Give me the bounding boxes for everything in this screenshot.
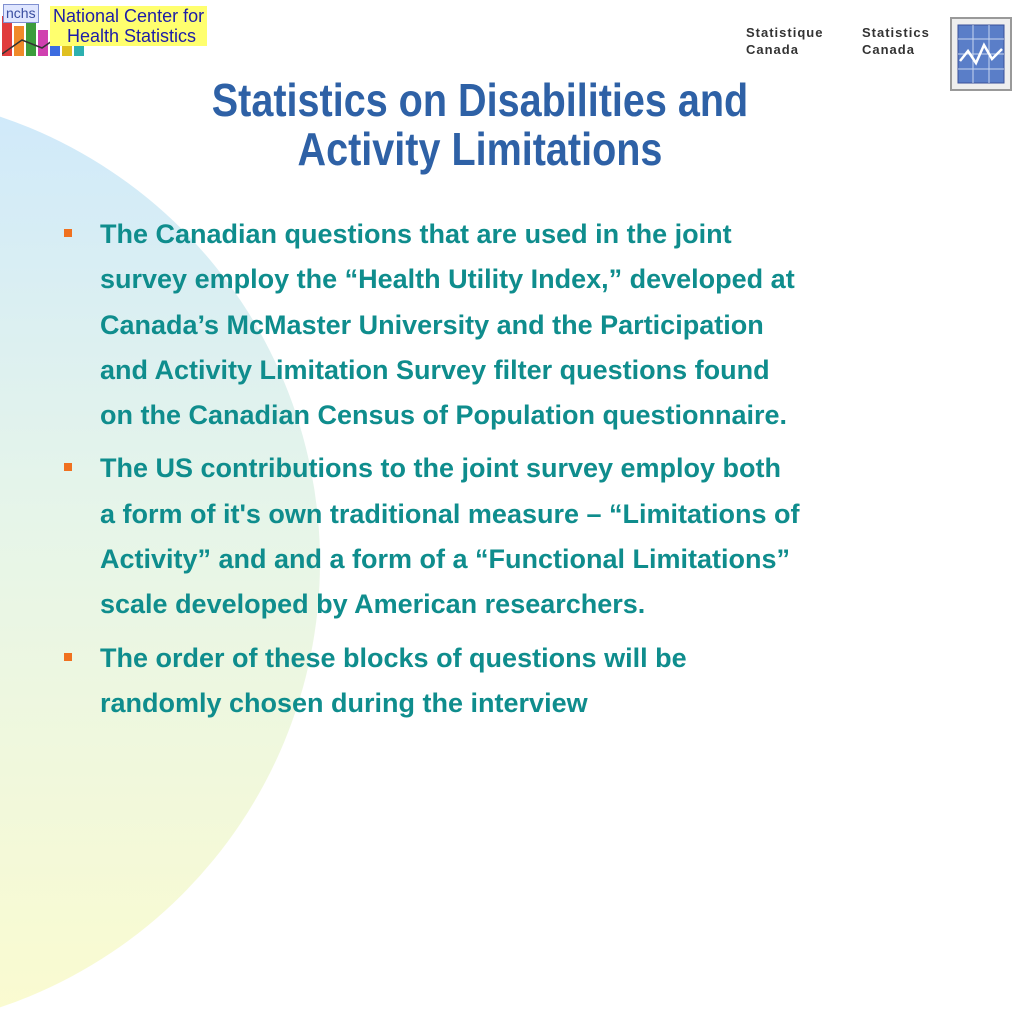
bullet-line: randomly chosen during the interview xyxy=(100,687,588,718)
bullet-item xyxy=(60,636,1000,727)
nchs-abbrev: nchs xyxy=(3,4,39,23)
statcan-en-line2: Canada xyxy=(862,42,915,57)
bullet-line: on the Canadian Census of Population questionnaire. xyxy=(100,400,788,431)
slide-title xyxy=(179,76,781,174)
nchs-name-line1: National Center for xyxy=(53,6,205,26)
statcan-english-name xyxy=(862,24,930,58)
bullet-text xyxy=(100,446,1000,627)
statcan-logo-icon xyxy=(950,17,1012,91)
bullet-line: Activity” and and a form of a “Functional Limitations” xyxy=(100,544,791,575)
bullet-line: scale developed by American researchers. xyxy=(100,589,646,620)
bullet-line: The Canadian questions that are used in the joint xyxy=(100,219,732,249)
bullet-line: survey employ the “Health Utility Index,” developed at xyxy=(100,264,795,295)
bullet-square-icon xyxy=(64,229,72,237)
slide-title-line1: Statistics on Disabilities and xyxy=(211,74,749,126)
bullet-square-icon xyxy=(64,653,72,661)
slide-title-line2: Activity Limitations xyxy=(297,123,663,175)
bullet-line: a form of it's own traditional measure – “Limitations of xyxy=(100,498,800,529)
nchs-name-line2: Health Statistics xyxy=(67,26,197,46)
nchs-logo xyxy=(0,0,250,62)
bullet-line: Canada’s McMaster University and the Participation xyxy=(100,309,764,340)
nchs-name xyxy=(50,6,207,46)
bullet-line: and Activity Limitation Survey filter questions found xyxy=(100,354,770,385)
bullet-square-icon xyxy=(64,463,72,471)
statcan-en-line1: Statistics xyxy=(862,25,930,40)
bullet-item xyxy=(60,212,1000,438)
bullet-text xyxy=(100,212,1000,438)
bullet-text xyxy=(100,636,1000,727)
bullet-list xyxy=(60,212,1000,734)
bullet-line: The order of these blocks of questions will be xyxy=(100,642,687,673)
bullet-line: The US contributions to the joint survey employ both xyxy=(100,453,782,484)
statcan-french-name xyxy=(746,24,823,58)
bullet-item xyxy=(60,446,1000,627)
statcan-fr-line2: Canada xyxy=(746,42,799,57)
statcan-fr-line1: Statistique xyxy=(746,25,824,40)
